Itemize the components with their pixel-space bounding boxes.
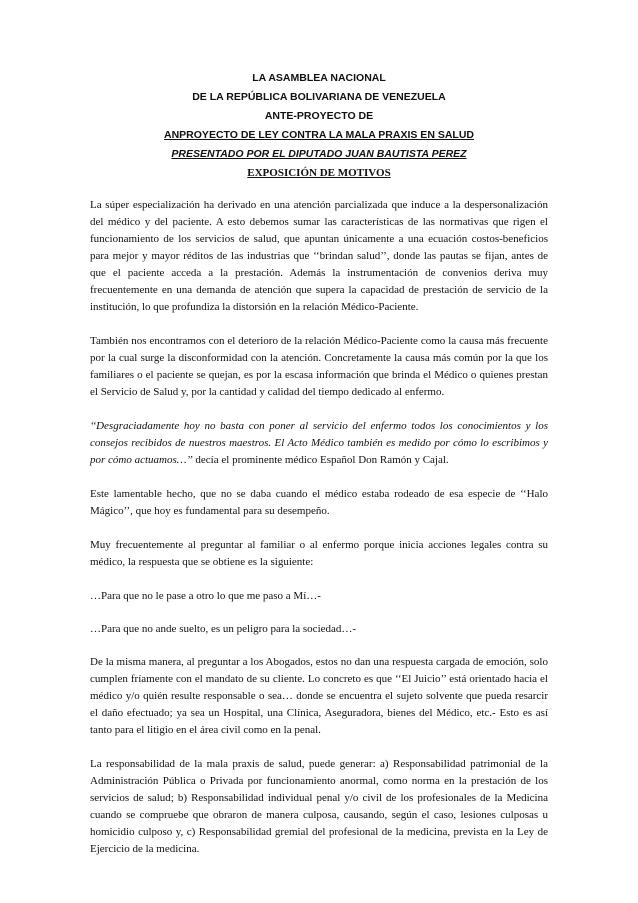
- header-law-title: ANPROYECTO DE LEY CONTRA LA MALA PRAXIS EN SALUD: [164, 129, 474, 141]
- header-draft: ANTE-PROYECTO DE: [264, 110, 374, 122]
- section-title: EXPOSICIÓN DE MOTIVOS: [247, 167, 391, 179]
- header-republic: DE LA REPÚBLICA BOLIVARIANA DE VENEZUELA: [192, 91, 446, 103]
- paragraph-7: …Para que no ande suelto, es un peligro para la sociedad…-: [90, 623, 357, 635]
- paragraph-9: La responsabilidad de la mala praxis de salud, puede generar: a) Responsabilidad patrimonial de la Administración Pública o Privada por funcionamiento anormal, como norma en la prestación de los servicios de salud; b) Responsabilidad individual penal y/o civil de los profesionales de la Medicina cuando se compruebe que obraron de manera culposa, causando, según el caso, lesiones culposas u homicidio culposo y, c) Responsabilidad gremial del profesional de la medicina, prevista en la Ley de Ejercicio de la medicina.: [90, 758, 548, 855]
- paragraph-6: …Para que no le pase a otro lo que me paso a Mí…-: [90, 590, 321, 602]
- quote-attribution: decía el prominente médico Español Don Ramón y Cajal.: [192, 454, 449, 466]
- paragraph-2: También nos encontramos con el deterioro de la relación Médico-Paciente como la causa más frecuente por la cual surge la disconformidad con la atención. Concretamente la causa más común por la que los familiares o el paciente se quejan, es por la escasa información que brinda el Médico o quienes prestan el Servicio de Salud y, por la cantidad y calidad del tiempo dedicado al enfermo.: [90, 335, 548, 398]
- paragraph-4: Este lamentable hecho, que no se daba cuando el médico estaba rodeado de esa especie de ‘‘Halo Mágico’’, que hoy es fundamental para su desempeño.: [90, 488, 548, 517]
- header-presenter: PRESENTADO POR EL DIPUTADO JUAN BAUTISTA PEREZ: [171, 148, 467, 160]
- paragraph-quote: [90, 418, 548, 469]
- quote-text: ‘‘Desgraciadamente hoy no basta con poner al servicio del enfermo todos los conocimientos y los consejos recibidos de nuestros maestros. El Acto Médico también es medido por cómo lo escribimos y por cómo actuamos…’’: [90, 420, 548, 466]
- paragraph-5: Muy frecuentemente al preguntar al familiar o al enfermo porque inicia acciones legales contra su médico, la respuesta que se obtiene es la siguiente:: [90, 539, 548, 568]
- paragraph-8: De la misma manera, al preguntar a los Abogados, estos no dan una respuesta cargada de emoción, solo cumplen fríamente con el mandato de su cliente. Lo concreto es que ‘‘El Juicio’’ está orientado hacia el médico y/o quién resulte responsable o sea… donde se encuentra el sujeto solvente que pueda resarcir el daño efectuado; ya sea un Hospital, una Clínica, Aseguradora, bienes del Médico, etc.- Esto es así tanto para el litigio en el área civil como en la penal.: [90, 656, 548, 736]
- paragraph-1: La súper especialización ha derivado en una atención parcializada que induce a la despersonalización del médico y del paciente. A esto debemos sumar las características de las normativas que rigen el funcionamiento de los servicios de salud, que apuntan únicamente a una ecuación costos-beneficios para mejor y mayor réditos de las industrias que ‘‘brindan salud’’, donde las pautas se fijan, antes de que el paciente acceda a la prestación. Además la instrumentación de convenios deriva muy frecuentemente en una demanda de atención que supera la capacidad de prestación de servicio de la institución, lo que profundiza la distorsión en la relación Médico-Paciente.: [90, 199, 548, 313]
- header-assembly: LA ASAMBLEA NACIONAL: [252, 72, 386, 84]
